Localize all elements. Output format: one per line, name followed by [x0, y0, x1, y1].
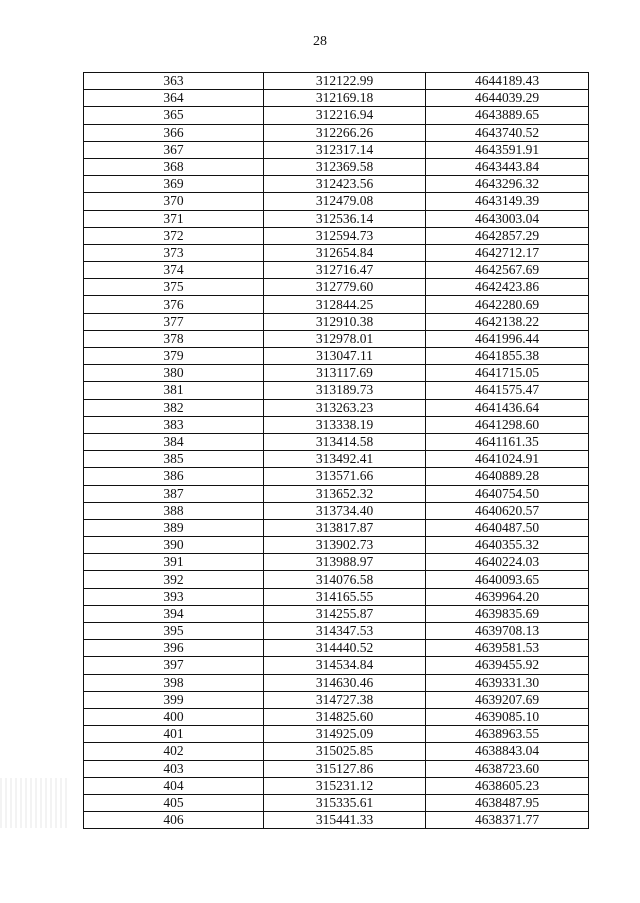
table-row	[84, 73, 589, 90]
point-number-cell: 372	[84, 227, 264, 244]
table-row	[84, 554, 589, 571]
y-coordinate-cell: 4639331.30	[426, 674, 589, 691]
x-coordinate-cell: 313492.41	[264, 451, 426, 468]
x-coordinate-cell: 312594.73	[264, 227, 426, 244]
point-number-cell: 394	[84, 605, 264, 622]
y-coordinate-cell: 4639964.20	[426, 588, 589, 605]
y-coordinate-cell: 4642280.69	[426, 296, 589, 313]
y-coordinate-cell: 4638487.95	[426, 794, 589, 811]
table-row	[84, 708, 589, 725]
table-row	[84, 279, 589, 296]
y-coordinate-cell: 4639455.92	[426, 657, 589, 674]
x-coordinate-cell: 312910.38	[264, 313, 426, 330]
x-coordinate-cell: 312423.56	[264, 176, 426, 193]
point-number-cell: 390	[84, 537, 264, 554]
table-row	[84, 176, 589, 193]
y-coordinate-cell: 4643443.84	[426, 158, 589, 175]
table-row	[84, 743, 589, 760]
y-coordinate-cell: 4638723.60	[426, 760, 589, 777]
y-coordinate-cell: 4641024.91	[426, 451, 589, 468]
y-coordinate-cell: 4641298.60	[426, 416, 589, 433]
y-coordinate-cell: 4638371.77	[426, 812, 589, 829]
y-coordinate-cell: 4644189.43	[426, 73, 589, 90]
x-coordinate-cell: 312317.14	[264, 141, 426, 158]
point-number-cell: 367	[84, 141, 264, 158]
coordinate-table-body	[84, 73, 589, 829]
point-number-cell: 392	[84, 571, 264, 588]
table-row	[84, 348, 589, 365]
point-number-cell: 371	[84, 210, 264, 227]
y-coordinate-cell: 4641855.38	[426, 348, 589, 365]
table-row	[84, 158, 589, 175]
y-coordinate-cell: 4639835.69	[426, 605, 589, 622]
x-coordinate-cell: 315441.33	[264, 812, 426, 829]
x-coordinate-cell: 314165.55	[264, 588, 426, 605]
table-row	[84, 760, 589, 777]
x-coordinate-cell: 313117.69	[264, 365, 426, 382]
x-coordinate-cell: 314440.52	[264, 640, 426, 657]
point-number-cell: 400	[84, 708, 264, 725]
table-row	[84, 571, 589, 588]
y-coordinate-cell: 4640889.28	[426, 468, 589, 485]
point-number-cell: 402	[84, 743, 264, 760]
y-coordinate-cell: 4641436.64	[426, 399, 589, 416]
x-coordinate-cell: 312169.18	[264, 90, 426, 107]
point-number-cell: 385	[84, 451, 264, 468]
table-row	[84, 193, 589, 210]
y-coordinate-cell: 4641996.44	[426, 330, 589, 347]
table-row	[84, 313, 589, 330]
table-row	[84, 794, 589, 811]
point-number-cell: 380	[84, 365, 264, 382]
coordinate-table	[83, 72, 589, 829]
x-coordinate-cell: 315127.86	[264, 760, 426, 777]
x-coordinate-cell: 313734.40	[264, 502, 426, 519]
point-number-cell: 406	[84, 812, 264, 829]
point-number-cell: 405	[84, 794, 264, 811]
table-row	[84, 399, 589, 416]
x-coordinate-cell: 312369.58	[264, 158, 426, 175]
point-number-cell: 366	[84, 124, 264, 141]
y-coordinate-cell: 4639207.69	[426, 691, 589, 708]
x-coordinate-cell: 314825.60	[264, 708, 426, 725]
y-coordinate-cell: 4642712.17	[426, 244, 589, 261]
table-row	[84, 90, 589, 107]
x-coordinate-cell: 313988.97	[264, 554, 426, 571]
point-number-cell: 373	[84, 244, 264, 261]
point-number-cell: 384	[84, 433, 264, 450]
point-number-cell: 389	[84, 519, 264, 536]
point-number-cell: 375	[84, 279, 264, 296]
point-number-cell: 398	[84, 674, 264, 691]
x-coordinate-cell: 313902.73	[264, 537, 426, 554]
page-number: 28	[313, 34, 327, 49]
x-coordinate-cell: 313047.11	[264, 348, 426, 365]
x-coordinate-cell: 313571.66	[264, 468, 426, 485]
point-number-cell: 364	[84, 90, 264, 107]
point-number-cell: 376	[84, 296, 264, 313]
x-coordinate-cell: 313817.87	[264, 519, 426, 536]
table-row	[84, 433, 589, 450]
x-coordinate-cell: 314630.46	[264, 674, 426, 691]
y-coordinate-cell: 4638963.55	[426, 726, 589, 743]
point-number-cell: 365	[84, 107, 264, 124]
point-number-cell: 397	[84, 657, 264, 674]
point-number-cell: 374	[84, 262, 264, 279]
y-coordinate-cell: 4640355.32	[426, 537, 589, 554]
point-number-cell: 401	[84, 726, 264, 743]
table-row	[84, 244, 589, 261]
x-coordinate-cell: 312216.94	[264, 107, 426, 124]
table-row	[84, 537, 589, 554]
point-number-cell: 381	[84, 382, 264, 399]
table-row	[84, 330, 589, 347]
x-coordinate-cell: 312479.08	[264, 193, 426, 210]
table-row	[84, 451, 589, 468]
table-row	[84, 657, 589, 674]
table-row	[84, 623, 589, 640]
x-coordinate-cell: 313414.58	[264, 433, 426, 450]
point-number-cell: 379	[84, 348, 264, 365]
y-coordinate-cell: 4639085.10	[426, 708, 589, 725]
y-coordinate-cell: 4640224.03	[426, 554, 589, 571]
point-number-cell: 368	[84, 158, 264, 175]
x-coordinate-cell: 314076.58	[264, 571, 426, 588]
y-coordinate-cell: 4641575.47	[426, 382, 589, 399]
y-coordinate-cell: 4641161.35	[426, 433, 589, 450]
x-coordinate-cell: 315231.12	[264, 777, 426, 794]
y-coordinate-cell: 4644039.29	[426, 90, 589, 107]
table-row	[84, 588, 589, 605]
table-row	[84, 416, 589, 433]
table-row	[84, 674, 589, 691]
point-number-cell: 391	[84, 554, 264, 571]
y-coordinate-cell: 4643296.32	[426, 176, 589, 193]
y-coordinate-cell: 4640487.50	[426, 519, 589, 536]
y-coordinate-cell: 4642567.69	[426, 262, 589, 279]
table-row	[84, 210, 589, 227]
x-coordinate-cell: 312978.01	[264, 330, 426, 347]
table-row	[84, 502, 589, 519]
table-row	[84, 777, 589, 794]
table-row	[84, 296, 589, 313]
y-coordinate-cell: 4643003.04	[426, 210, 589, 227]
table-row	[84, 262, 589, 279]
y-coordinate-cell: 4640093.65	[426, 571, 589, 588]
point-number-cell: 383	[84, 416, 264, 433]
point-number-cell: 387	[84, 485, 264, 502]
y-coordinate-cell: 4638843.04	[426, 743, 589, 760]
x-coordinate-cell: 312654.84	[264, 244, 426, 261]
table-row	[84, 519, 589, 536]
y-coordinate-cell: 4641715.05	[426, 365, 589, 382]
x-coordinate-cell: 315025.85	[264, 743, 426, 760]
x-coordinate-cell: 313652.32	[264, 485, 426, 502]
y-coordinate-cell: 4640620.57	[426, 502, 589, 519]
point-number-cell: 370	[84, 193, 264, 210]
table-row	[84, 726, 589, 743]
x-coordinate-cell: 313263.23	[264, 399, 426, 416]
y-coordinate-cell: 4642857.29	[426, 227, 589, 244]
point-number-cell: 377	[84, 313, 264, 330]
table-row	[84, 640, 589, 657]
scan-artifact	[0, 778, 70, 828]
point-number-cell: 403	[84, 760, 264, 777]
y-coordinate-cell: 4638605.23	[426, 777, 589, 794]
point-number-cell: 363	[84, 73, 264, 90]
y-coordinate-cell: 4643149.39	[426, 193, 589, 210]
point-number-cell: 369	[84, 176, 264, 193]
table-row	[84, 382, 589, 399]
point-number-cell: 382	[84, 399, 264, 416]
y-coordinate-cell: 4640754.50	[426, 485, 589, 502]
x-coordinate-cell: 312779.60	[264, 279, 426, 296]
point-number-cell: 395	[84, 623, 264, 640]
x-coordinate-cell: 312266.26	[264, 124, 426, 141]
x-coordinate-cell: 313338.19	[264, 416, 426, 433]
y-coordinate-cell: 4642423.86	[426, 279, 589, 296]
table-row	[84, 691, 589, 708]
x-coordinate-cell: 314727.38	[264, 691, 426, 708]
x-coordinate-cell: 314534.84	[264, 657, 426, 674]
point-number-cell: 393	[84, 588, 264, 605]
point-number-cell: 388	[84, 502, 264, 519]
table-row	[84, 812, 589, 829]
table-row	[84, 485, 589, 502]
y-coordinate-cell: 4639708.13	[426, 623, 589, 640]
x-coordinate-cell: 315335.61	[264, 794, 426, 811]
x-coordinate-cell: 312122.99	[264, 73, 426, 90]
x-coordinate-cell: 314255.87	[264, 605, 426, 622]
table-row	[84, 468, 589, 485]
y-coordinate-cell: 4643889.65	[426, 107, 589, 124]
y-coordinate-cell: 4639581.53	[426, 640, 589, 657]
point-number-cell: 378	[84, 330, 264, 347]
point-number-cell: 396	[84, 640, 264, 657]
y-coordinate-cell: 4643591.91	[426, 141, 589, 158]
x-coordinate-cell: 314925.09	[264, 726, 426, 743]
table-row	[84, 141, 589, 158]
x-coordinate-cell: 312536.14	[264, 210, 426, 227]
point-number-cell: 386	[84, 468, 264, 485]
table-row	[84, 107, 589, 124]
x-coordinate-cell: 314347.53	[264, 623, 426, 640]
table-row	[84, 605, 589, 622]
y-coordinate-cell: 4642138.22	[426, 313, 589, 330]
table-row	[84, 365, 589, 382]
x-coordinate-cell: 313189.73	[264, 382, 426, 399]
table-row	[84, 124, 589, 141]
point-number-cell: 399	[84, 691, 264, 708]
x-coordinate-cell: 312716.47	[264, 262, 426, 279]
y-coordinate-cell: 4643740.52	[426, 124, 589, 141]
x-coordinate-cell: 312844.25	[264, 296, 426, 313]
point-number-cell: 404	[84, 777, 264, 794]
table-row	[84, 227, 589, 244]
